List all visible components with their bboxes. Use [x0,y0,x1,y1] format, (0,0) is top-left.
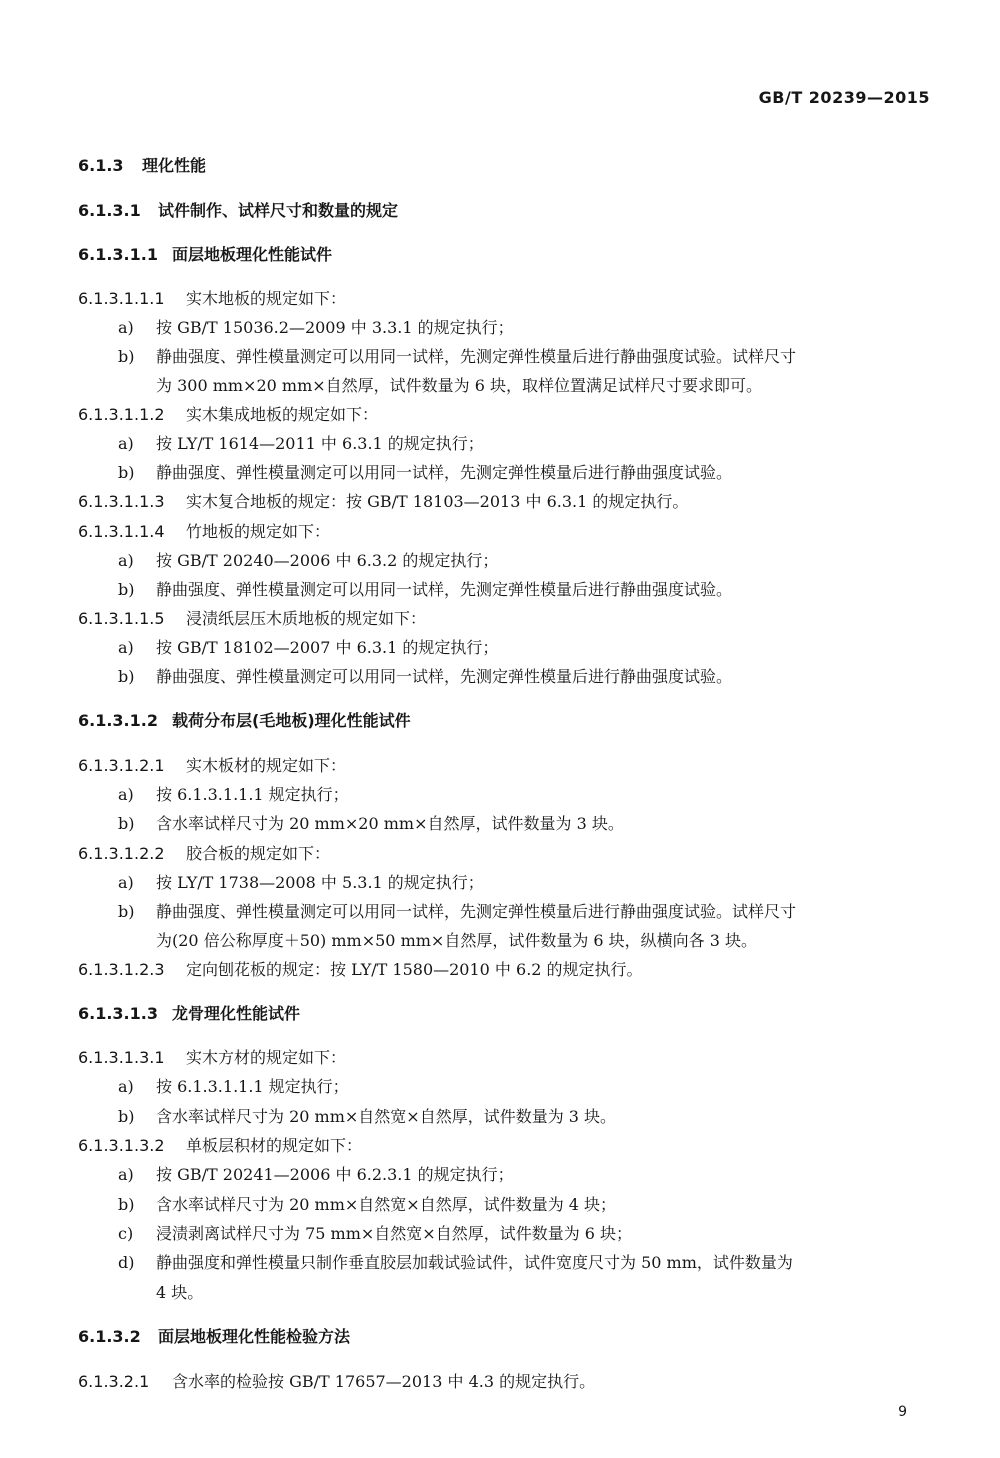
heading-6-1-3-1-2 [78,706,938,735]
clause-text: 实木复合地板的规定：按 GB/T 18103—2013 中 6.3.1 的规定执行。 [186,492,689,511]
list-item [118,313,938,342]
list-item [118,429,938,458]
clause-text: 含水率的检验按 GB/T 17657—2013 中 4.3 的规定执行。 [172,1372,596,1391]
clause-number: 6.1.3.1.2.3 [78,960,165,979]
clause-number: 6.1.3.1.3.1 [78,1048,165,1067]
section-number: 6.1.3.2 [78,1327,141,1346]
clause-6-1-3-1-2-3 [78,955,938,984]
section-title: 面层地板理化性能试件 [172,245,333,264]
list-label: a) [118,434,134,453]
list-text: 按 GB/T 20240—2006 中 6.3.2 的规定执行； [156,551,499,570]
clause-title: 实木方材的规定如下： [186,1048,347,1067]
list-text: 按 GB/T 15036.2—2009 中 3.3.1 的规定执行； [156,318,514,337]
list-item [118,1248,938,1277]
list-text: 按 LY/T 1738—2008 中 5.3.1 的规定执行； [156,873,484,892]
list-text: 按 GB/T 20241—2006 中 6.2.3.1 的规定执行； [156,1165,514,1184]
list-item [118,458,938,487]
section-number: 6.1.3.1.3 [78,1004,158,1023]
clause-6-1-3-1-1-2 [78,400,938,429]
list-label: b) [118,580,135,599]
clause-6-1-3-1-2-1 [78,751,938,780]
clause-title: 浸渍纸层压木质地板的规定如下： [186,609,427,628]
clause-number: 6.1.3.1.1.5 [78,609,165,628]
clause-6-1-3-1-2-2 [78,839,938,868]
list-item [118,662,938,691]
list-text: 按 6.1.3.1.1.1 规定执行； [156,1077,349,1096]
section-number: 6.1.3.1 [78,201,141,220]
list-label: b) [118,1195,135,1214]
list-text: 静曲强度、弹性模量测定可以用同一试样，先测定弹性模量后进行静曲强度试验。 [156,580,733,599]
list-label: a) [118,785,134,804]
clause-6-1-3-1-1-4 [78,517,938,546]
list-label: b) [118,902,135,921]
section-number: 6.1.3.1.2 [78,711,158,730]
list-item [118,1160,938,1189]
list-item [118,1102,938,1131]
list-label: b) [118,347,135,366]
clause-number: 6.1.3.2.1 [78,1372,150,1391]
list-item [118,575,938,604]
list-label: a) [118,1077,134,1096]
clause-number: 6.1.3.1.1.2 [78,405,165,424]
clause-number: 6.1.3.1.2.2 [78,844,165,863]
list-label: c) [118,1224,134,1243]
clause-6-1-3-1-3-1 [78,1043,938,1072]
list-item [118,809,938,838]
clause-number: 6.1.3.1.1.4 [78,522,165,541]
list-text-continued: 为(20 倍公称厚度＋50) mm×50 mm×自然厚，试件数量为 6 块，纵横向各 3 块。 [156,931,758,950]
list-text: 按 GB/T 18102—2007 中 6.3.1 的规定执行； [156,638,499,657]
clause-title: 竹地板的规定如下： [186,522,331,541]
list-item [118,1219,938,1248]
list-item [118,633,938,662]
list-text: 含水率试样尺寸为 20 mm×20 mm×自然厚，试件数量为 3 块。 [156,814,624,833]
list-label: d) [118,1253,135,1272]
clause-6-1-3-1-3-2 [78,1131,938,1160]
clause-number: 6.1.3.1.1.3 [78,492,165,511]
clause-6-1-3-1-1-5 [78,604,938,633]
list-text-continued: 为 300 mm×20 mm×自然厚，试件数量为 6 块，取样位置满足试样尺寸要求即可。 [156,376,763,395]
clause-number: 6.1.3.1.1.1 [78,289,165,308]
list-label: a) [118,873,134,892]
list-text: 含水率试样尺寸为 20 mm×自然宽×自然厚，试件数量为 3 块。 [156,1107,617,1126]
list-text: 按 6.1.3.1.1.1 规定执行； [156,785,349,804]
list-text: 静曲强度、弹性模量测定可以用同一试样，先测定弹性模量后进行静曲强度试验。 [156,463,733,482]
list-label: a) [118,551,134,570]
clause-title: 胶合板的规定如下： [186,844,331,863]
clause-title: 实木集成地板的规定如下： [186,405,379,424]
list-text: 静曲强度、弹性模量测定可以用同一试样，先测定弹性模量后进行静曲强度试验。试样尺寸 [156,347,797,366]
clause-number: 6.1.3.1.3.2 [78,1136,165,1155]
clause-text: 定向刨花板的规定：按 LY/T 1580—2010 中 6.2 的规定执行。 [186,960,643,979]
section-title: 面层地板理化性能检验方法 [158,1327,351,1346]
list-item [118,1190,938,1219]
clause-6-1-3-1-1-3 [78,487,938,516]
list-label: b) [118,463,135,482]
list-text: 静曲强度和弹性模量只制作垂直胶层加载试验试件，试件宽度尺寸为 50 mm，试件数量为 [156,1253,793,1272]
list-text: 静曲强度、弹性模量测定可以用同一试样，先测定弹性模量后进行静曲强度试验。 [156,667,733,686]
clause-title: 实木地板的规定如下： [186,289,347,308]
list-text: 按 LY/T 1614—2011 中 6.3.1 的规定执行； [156,434,484,453]
list-label: a) [118,1165,134,1184]
clause-number: 6.1.3.1.2.1 [78,756,165,775]
section-number: 6.1.3 [78,156,124,175]
clause-6-1-3-1-1-1 [78,284,938,313]
list-label: b) [118,814,135,833]
list-item [118,342,938,371]
list-item [118,546,938,575]
list-item [118,1072,938,1101]
heading-6-1-3 [78,151,938,180]
standard-code: GB/T 20239—2015 [758,88,930,107]
clause-title: 单板层积材的规定如下： [186,1136,363,1155]
section-number: 6.1.3.1.1 [78,245,158,264]
list-item [118,868,938,897]
section-title: 理化性能 [142,156,207,175]
clause-title: 实木板材的规定如下： [186,756,347,775]
heading-6-1-3-1-1 [78,240,938,269]
list-text-continued: 4 块。 [156,1283,204,1302]
list-label: b) [118,667,135,686]
section-title: 试件制作、试样尺寸和数量的规定 [158,201,399,220]
section-title: 载荷分布层(毛地板)理化性能试件 [172,711,411,730]
heading-6-1-3-1 [78,196,938,225]
list-item [118,780,938,809]
list-item [118,897,938,926]
list-label: a) [118,318,134,337]
list-text: 静曲强度、弹性模量测定可以用同一试样，先测定弹性模量后进行静曲强度试验。试样尺寸 [156,902,797,921]
page-number: 9 [898,1404,907,1420]
list-label: a) [118,638,134,657]
heading-6-1-3-1-3 [78,999,938,1028]
heading-6-1-3-2 [78,1322,938,1351]
section-title: 龙骨理化性能试件 [172,1004,301,1023]
list-label: b) [118,1107,135,1126]
list-text: 浸渍剥离试样尺寸为 75 mm×自然宽×自然厚，试件数量为 6 块； [156,1224,633,1243]
list-text: 含水率试样尺寸为 20 mm×自然宽×自然厚，试件数量为 4 块； [156,1195,617,1214]
clause-6-1-3-2-1 [78,1367,938,1396]
